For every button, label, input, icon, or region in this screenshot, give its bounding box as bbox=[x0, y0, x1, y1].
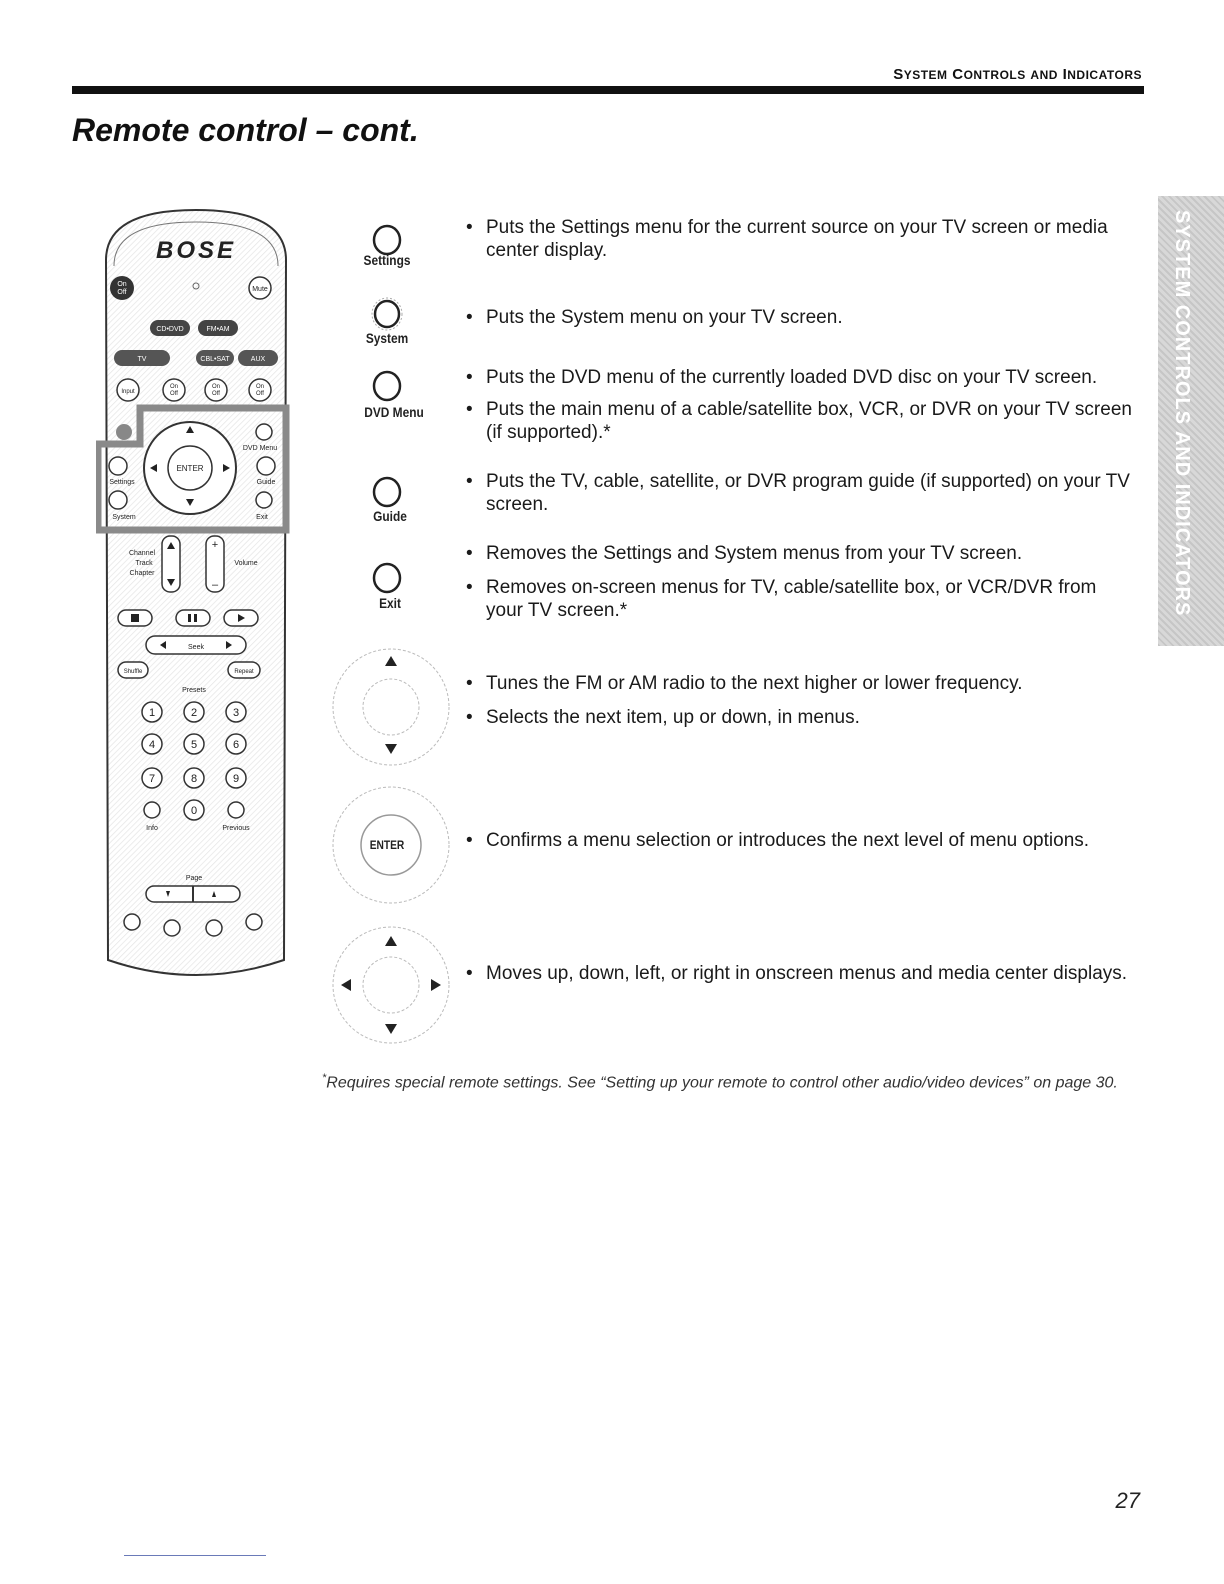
svg-text:FM•AM: FM•AM bbox=[206, 326, 230, 333]
up-down-arrows-icon bbox=[330, 646, 452, 768]
svg-text:0: 0 bbox=[190, 805, 198, 817]
bullet-system: • Puts the System menu on your TV screen. bbox=[466, 307, 843, 328]
remote-settings-label: Settings bbox=[109, 479, 135, 486]
remote-input-button bbox=[117, 379, 139, 401]
remote-key-8 bbox=[184, 768, 204, 788]
remote-previous-label: Previous bbox=[222, 825, 250, 832]
bullet-guide: • Puts the TV, cable, satellite, or DVR program guide (if supported) on your TV screen. bbox=[466, 471, 1130, 515]
svg-text:On: On bbox=[211, 384, 221, 390]
exit-button-icon bbox=[371, 562, 403, 594]
header-word: INDICATORS bbox=[1062, 66, 1142, 83]
svg-text:6: 6 bbox=[232, 739, 240, 751]
remote-chapter-label: Chapter bbox=[129, 570, 155, 577]
bullet-four-way: • Moves up, down, left, or right in onscreen menus and media center displays. bbox=[466, 963, 1128, 984]
bullet-up-down-1: • Tunes the FM or AM radio to the next higher or lower frequency. bbox=[466, 673, 1023, 694]
remote-shuffle-label: Shuffle bbox=[123, 669, 143, 675]
remote-info-label: Info bbox=[146, 825, 158, 832]
svg-text:CD•DVD: CD•DVD bbox=[156, 326, 184, 333]
remote-volume-minus: – bbox=[211, 579, 219, 591]
remote-guide-label: Guide bbox=[256, 479, 276, 486]
remote-onoff-button bbox=[163, 379, 185, 401]
four-way-arrows-icon bbox=[330, 924, 452, 1046]
page-number: 27 bbox=[1115, 1488, 1140, 1513]
side-tab-label: SYSTEM CONTROLS AND INDICATORS bbox=[1171, 210, 1193, 617]
remote-mute-button bbox=[249, 277, 271, 299]
bullet-exit-2: • Removes on-screen menus for TV, cable/satellite box, or VCR/DVR from your TV screen.* bbox=[466, 577, 1097, 621]
remote-volume-plus: + bbox=[211, 539, 219, 551]
bullet-enter: • Confirms a menu selection or introduces the next level of menu options. bbox=[466, 830, 1090, 851]
guide-button-label: Guide bbox=[373, 508, 407, 524]
svg-text:CBL•SAT: CBL•SAT bbox=[200, 356, 230, 363]
remote-onoff-button bbox=[205, 379, 227, 401]
remote-key-4 bbox=[142, 734, 162, 754]
remote-aux-button bbox=[238, 350, 278, 366]
system-button-icon bbox=[369, 296, 405, 332]
remote-volume-label: Volume bbox=[234, 560, 258, 567]
svg-text:Input: Input bbox=[121, 389, 135, 395]
svg-text:3: 3 bbox=[232, 707, 240, 719]
dvd-menu-button-icon bbox=[371, 370, 403, 402]
svg-text:AUX: AUX bbox=[250, 356, 266, 363]
remote-fm-am-button bbox=[198, 320, 238, 336]
remote-repeat-label: Repeat bbox=[234, 669, 254, 675]
svg-text:On: On bbox=[117, 281, 127, 288]
remote-key-3 bbox=[226, 702, 246, 722]
remote-exit-label: Exit bbox=[256, 514, 268, 521]
remote-key-6 bbox=[226, 734, 246, 754]
remote-key-9 bbox=[226, 768, 246, 788]
guide-button-icon bbox=[371, 476, 403, 508]
remote-key-0 bbox=[184, 800, 204, 820]
svg-text:7: 7 bbox=[148, 773, 156, 785]
bottom-divider bbox=[124, 1555, 266, 1556]
svg-text:5: 5 bbox=[190, 739, 198, 751]
remote-key-1 bbox=[142, 702, 162, 722]
footnote bbox=[322, 1068, 1142, 1093]
svg-text:Off: Off bbox=[117, 289, 127, 296]
svg-text:4: 4 bbox=[148, 739, 156, 751]
dvd-menu-button-label: DVD Menu bbox=[364, 404, 424, 420]
remote-illustration bbox=[96, 200, 296, 980]
svg-text:Off: Off bbox=[212, 391, 220, 397]
remote-key-2 bbox=[184, 702, 204, 722]
remote-cbl-sat-button bbox=[196, 350, 234, 366]
remote-page-label: Page bbox=[185, 875, 203, 882]
remote-cd-dvd-button bbox=[150, 320, 190, 336]
page-title: Remote control – cont. bbox=[72, 112, 419, 148]
section-header bbox=[893, 66, 1142, 83]
remote-dvd-menu-label: DVD Menu bbox=[242, 445, 278, 452]
bullet-dvd-menu-2: • Puts the main menu of a cable/satellite box, VCR, or DVR on your TV screen (if supported).* bbox=[466, 399, 1132, 443]
remote-onoff-button bbox=[249, 379, 271, 401]
svg-text:Mute: Mute bbox=[252, 286, 268, 293]
remote-track-label: Track bbox=[135, 560, 153, 567]
svg-text:2: 2 bbox=[190, 707, 198, 719]
remote-channel-label: Channel bbox=[128, 550, 156, 557]
header-word: SYSTEM bbox=[893, 66, 948, 83]
remote-system-label: System bbox=[112, 514, 136, 521]
remote-key-7 bbox=[142, 768, 162, 788]
bullet-dvd-menu-1: • Puts the DVD menu of the currently loaded DVD disc on your TV screen. bbox=[466, 367, 1098, 388]
system-button-label: System bbox=[365, 330, 409, 346]
exit-button-label: Exit bbox=[379, 595, 401, 611]
remote-power-button bbox=[110, 276, 134, 300]
remote-seek-label: Seek bbox=[188, 644, 204, 651]
footnote-text: Requires special remote settings. See “Setting up your remote to control other audio/video devices” on page 30. bbox=[326, 1074, 1118, 1092]
bullet-exit-1: • Removes the Settings and System menus from your TV screen. bbox=[466, 543, 1023, 564]
remote-logo: BOSE bbox=[155, 237, 237, 264]
settings-button-label: Settings bbox=[363, 252, 411, 268]
bullet-settings: • Puts the Settings menu for the current source on your TV screen or media center display. bbox=[466, 217, 1108, 261]
remote-key-5 bbox=[184, 734, 204, 754]
bullet-up-down-2: • Selects the next item, up or down, in menus. bbox=[466, 707, 860, 728]
svg-text:1: 1 bbox=[148, 707, 156, 719]
enter-button-label: ENTER bbox=[369, 838, 405, 852]
svg-text:TV: TV bbox=[137, 356, 147, 363]
footnote-marker: * bbox=[322, 1072, 327, 1084]
remote-enter-button: ENTER bbox=[176, 464, 204, 473]
remote-presets-label: Presets bbox=[182, 687, 206, 694]
svg-text:8: 8 bbox=[190, 773, 198, 785]
svg-text:On: On bbox=[255, 384, 265, 390]
svg-text:On: On bbox=[169, 384, 179, 390]
header-word: AND bbox=[1030, 68, 1058, 82]
svg-text:Off: Off bbox=[256, 391, 264, 397]
header-rule bbox=[72, 86, 1144, 94]
header-word: CONTROLS bbox=[952, 66, 1026, 83]
svg-text:Off: Off bbox=[170, 391, 178, 397]
remote-tv-button bbox=[114, 350, 170, 366]
svg-text:9: 9 bbox=[232, 773, 240, 785]
